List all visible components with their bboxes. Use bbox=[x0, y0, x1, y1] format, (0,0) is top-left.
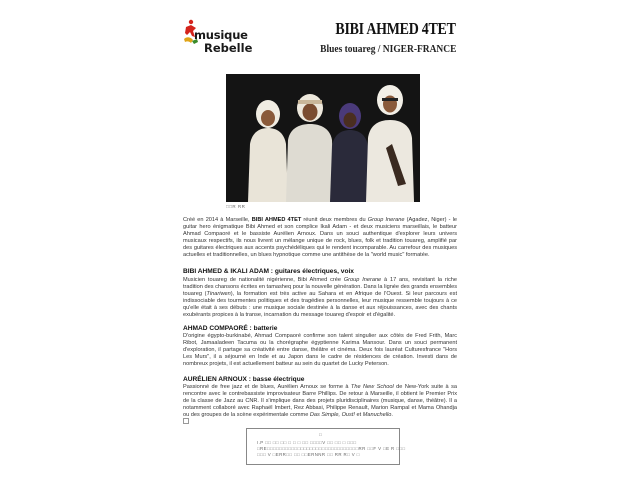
section-heading-bibi-ikali: BIBI AHMED & IKALI ADAM : guitares électriques, voix bbox=[183, 268, 354, 275]
logo-line-1: musique bbox=[194, 28, 248, 42]
intro-text-start: Créé en 2014 à Marseille, bbox=[183, 217, 252, 223]
footer-row: □□□ V □ERR□□ □□ □□ERNNR □□ RR R□ V □ bbox=[257, 452, 360, 457]
intro-paragraph bbox=[183, 217, 457, 260]
band-photo-illustration bbox=[226, 74, 420, 202]
text-run: Passionné de free jazz et de blues, Aurélien Arnoux se forme à bbox=[183, 384, 351, 390]
page-title: BIBI AHMED 4TET bbox=[335, 19, 456, 38]
section-heading-aurelien: AURÉLIEN ARNOUX : basse électrique bbox=[183, 376, 305, 383]
footer-info-box bbox=[246, 428, 406, 465]
intro-text-middle: réunit deux membres du bbox=[301, 217, 368, 223]
italic-run: Group Inerane bbox=[343, 277, 382, 283]
page-subtitle: Blues touareg / NIGER-FRANCE bbox=[319, 43, 456, 55]
band-photo bbox=[226, 74, 420, 202]
italic-run: Manuchello bbox=[362, 412, 392, 419]
italic-run: Das Simple, Oust! bbox=[309, 412, 355, 419]
musique-rebelle-logo bbox=[182, 19, 252, 55]
text-run: de New-York suite à sa rencontre avec le contrebassiste improvisateur Barre Phillips. De retour à Marseille, il obtient le Premier Prix de la classe de Jazz au CNR. Il s'implique dans des projets pluridisciplinaires (musique, danse, théâtre). Il a notamment collaboré avec Raphaël Imbert, Rez Abbasi, Philippe Renault, Marion Rampal et Mama Ohandja ou des groupes de la scène expérimentale comme bbox=[183, 384, 458, 419]
italic-run: The New School bbox=[350, 384, 394, 390]
footer-row: □ bbox=[319, 432, 323, 437]
intro-group-name: Group Inerane bbox=[367, 217, 405, 223]
text-run: à 17 ans, revisitant la riche tradition des chansons écrites en tamasheq pour la nouvelle génération. Dans la lignée des grands ensembles touareg ( bbox=[183, 277, 458, 298]
photo-caption: □□R RR bbox=[226, 204, 246, 209]
logo-line-2: Rebelle bbox=[204, 41, 253, 55]
footer-row: I.P □□ □□ □□ □ □ □ □□ □□□□V □□ □□ □ □□□ bbox=[257, 440, 357, 445]
text-run: Musicien touareg de nationalité nigérienne, Bibi Ahmed crée bbox=[183, 277, 344, 283]
footer-row: □RE□□□□□□□□□□□□□□□□□□□□□□□□□□□□□□RR □□F V □E R □□□ bbox=[257, 446, 406, 451]
section-body-aurelien bbox=[183, 384, 457, 419]
section-body-ahmad bbox=[183, 333, 457, 368]
text-run: D'origine égypto-burkinabé, Ahmad Compaoré confirme son talent singulier aux côtés de Fred Frith, Marc Ribot, Jamaaladeen Tacuma ou la chorégraphe égyptienne Karima Mansour. Dans un souci permanent d'exploration, il partage sa créativité entre danse, théâtre et cinéma. Deux fois lauréat Culturesfrance "Hors Les Murs", il a séjourné en Inde et au Japon dans le cadre de résidences de création. Investi dans de nombreux projets, il est actuellement batteur au sein du quartet de Lucky Peterson. bbox=[183, 333, 457, 368]
text-run: et bbox=[354, 412, 363, 419]
intro-band-name: BIBI AHMED 4TET bbox=[251, 217, 302, 223]
text-run: ), la formation est très active au Sahara et en Afrique de l'Ouest. Si leur parcours est indissociable des tourmentes politiques et des tragédies personnelles, leur musique ressemble toujours à ce qu'elle était à ses débuts : une musique sociale destinée à la danse et aux réjouissances, avec des chants exubérants propices à la transe, incarnation du message touareg d'espoir et d'égalité. bbox=[183, 291, 458, 319]
section-body-bibi-ikali bbox=[183, 277, 457, 320]
italic-run: Tinariwen bbox=[206, 291, 231, 298]
section-heading-ahmad: AHMAD COMPAORÉ : batterie bbox=[183, 325, 278, 332]
intro-text-end: (Agadez, Niger) - le guitar hero énigmatique Bibi Ahmed et son complice Ikali Adam - et deux musiciens marseillais, le batteur Ahmad Compaoré et le bassiste Aurélien Arnoux. Dans un souci authentique d'explorer leurs univers musicaux respectifs, ils nous livrent un mélange unique de rock, blues, folk et tradition touareg, amplifié par des guitares électriques aux accents psychédéliques qui le rendent incomparable. Au carrefour des musiques actuelles et traditionnelles, un blues hypnotique comme une antithèse de la "world music" formatée. bbox=[183, 217, 457, 259]
text-run: . bbox=[391, 412, 393, 419]
small-square-marker bbox=[183, 418, 189, 424]
